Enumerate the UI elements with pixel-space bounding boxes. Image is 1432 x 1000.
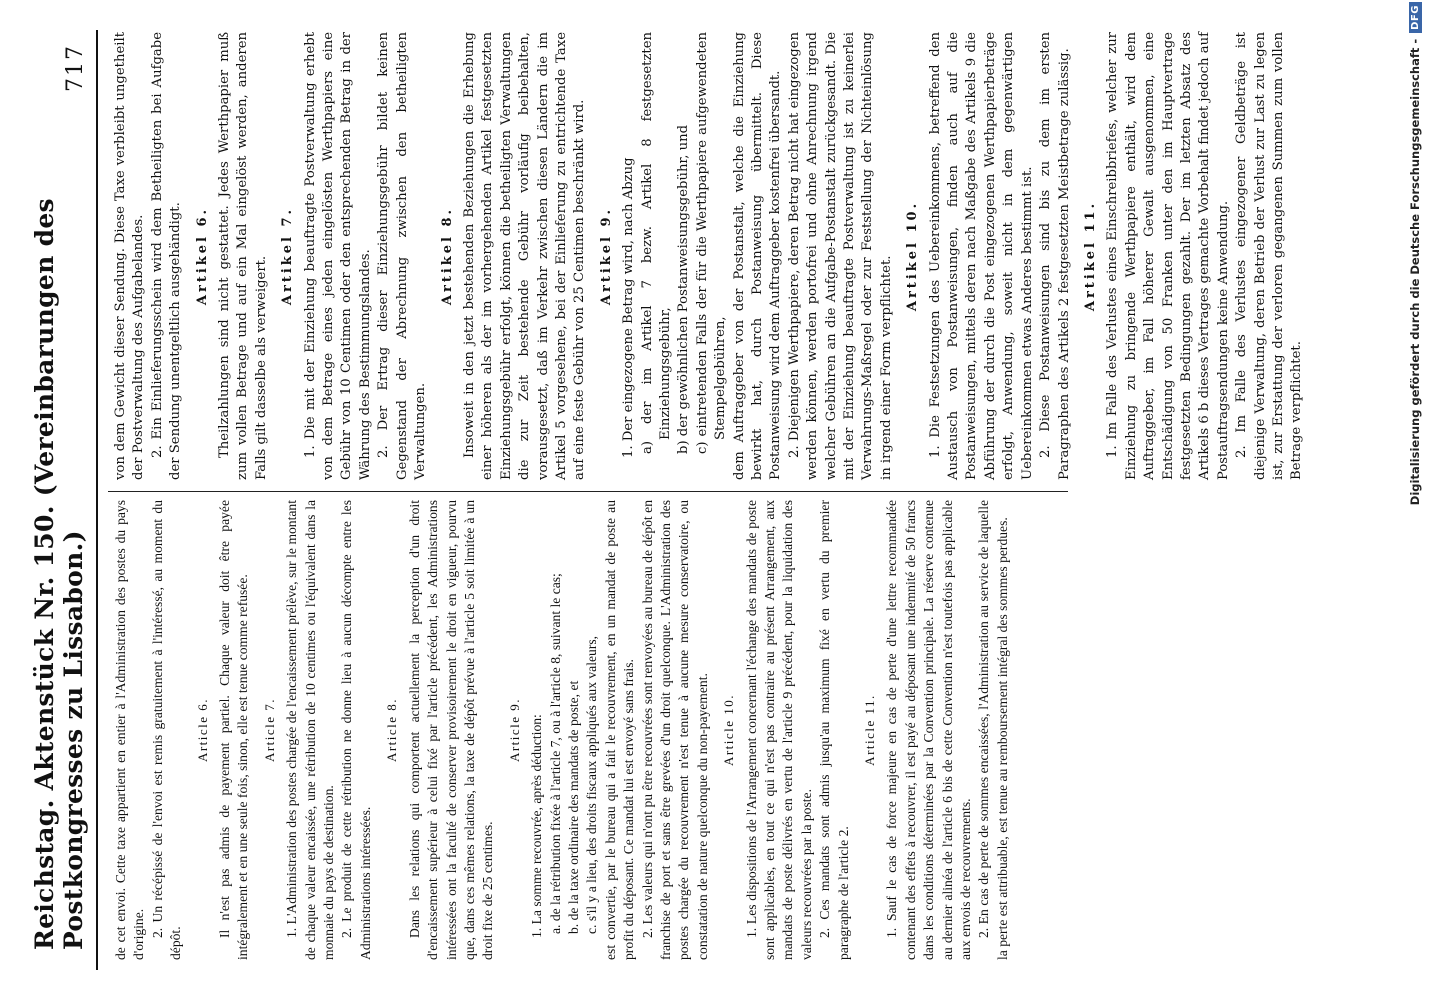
de-article-10-p1: 1. Die Festsetzungen des Uebereinkommens, betreffend den Austausch von Postanweisungen, finden auch auf die Postanweisungen, mittels deren nach Maßgabe des Artikels 9 die Abführung der durch die Post eingezogenen Werthpapierbeträge erfolgt, Anwendung, soweit nicht in dem gegenwärtigen Uebereinkommen etwas Anderes bestimmt ist.	[927, 32, 1035, 480]
fr-article-7-p2: 2. Le produit de cette rétribution ne donne lieu à aucun décompte entre les Administrations intéressées.	[339, 500, 373, 960]
de-article-6-text: Theilzahlungen sind nicht gestattet. Jedes Werthpapier muß zum vollen Betrage und auf ein Mal eingelöst werden, anderen Falls gilt dasselbe als verweigert.	[217, 32, 269, 480]
de-article-9-item-b: b) der gewöhnlichen Postanweisungsgebühr, und	[676, 124, 692, 454]
de-intro-2: 2. Ein Einlieferungsschein wird dem Betheiligten bei Aufgabe der Sendung unentgeltlich ausgehändigt.	[149, 32, 184, 480]
page-number: 717	[63, 44, 88, 92]
fr-article-9-item-c: c. s'il y a lieu, des droits fiscaux appliqués aux valeurs,	[584, 635, 600, 934]
fr-article-9-p2: 2. Les valeurs qui n'ont pu être recouvrées sont renvoyées au bureau de dépôt en franchise de port et sans être grevées d'un droit quelconque. L'Administration des postes chargée du recouvrement n'est tenue à aucune mesure conservatoire, ou constatation de nature quelconque du non-payement.	[639, 500, 710, 960]
fr-article-8-text: Dans les relations qui comportent actuellement la perception d'un droit d'encaissement supérieur à celui fixé par l'article précédent, les Administrations intéressées ont la faculté de conserver provisoirement le droit en vigueur, pourvu que, dans ces mêmes relations, la taxe de dépôt prévue à l'article 5 soit limitée à un droit fixe de 25 centimes.	[406, 500, 496, 960]
de-intro-1: von dem Gewicht dieser Sendung. Diese Taxe verbleibt ungetheilt der Postverwaltung des Aufgabelandes.	[113, 32, 147, 480]
de-article-9-item-c: c) eintretenden Falls der für die Werthpapiere aufgewendeten Stempelgebühren,	[694, 32, 729, 454]
de-article-11-p2: 2. Im Falle des Verlustes eingezogener Geldbeträge ist diejenige Verwaltung, deren Betrieb der Verlust zur Last zu legen ist, zur Erstattung der verloren gegangenen Summen zum vollen Betrage verpflichtet.	[1234, 32, 1305, 480]
de-article-9-lead: 1. Der eingezogene Betrag wird, nach Abzug	[621, 157, 637, 458]
fr-article-9-p1: est convertie, par le bureau qui a fait le recouvrement, en un mandat de poste au profit du déposant. Ce mandat lui est envoyé sans frais.	[602, 500, 637, 960]
column-divider	[108, 491, 1068, 492]
fr-article-9-item-b: b. de la taxe ordinaire des mandats de poste, et	[565, 680, 581, 934]
page-header	[30, 30, 98, 970]
fr-intro-2: 2. Un récépissé de l'envoi est remis gratuitement à l'intéressé, au moment du dépôt.	[149, 500, 184, 960]
fr-article-10-p2: 2. Ces mandats sont admis jusqu'au maximum fixé en vertu du premier paragraphe de l'article 2.	[817, 500, 851, 960]
fr-article-7-title: Article 7.	[261, 697, 277, 763]
fr-article-6-title: Article 6.	[194, 697, 210, 763]
fr-article-10-p1: 1. Les dispositions de l'Arrangement concernant l'échange des mandats de poste sont applicables, en tout ce qui n'est pas contraire au présent Arrangement, aux mandats de poste délivrés en vertu de l'article 9 précédent, pour la liquidation des valeurs recouvrées par la poste.	[743, 500, 814, 960]
de-article-8-text: Insoweit in den jetzt bestehenden Beziehungen die Erhebung einer höheren als der im vorhergehenden Artikel festgesetzten Einziehungsgebühr erfolgt, können die betheiligten Verwaltungen die zur Zeit bestehende Gebühr vorläufig beibehalten, vorausgesetzt, daß im Verkehr zwischen diesen Ländern die im Artikel 5 vorgesehene, bei der Einlieferung zu entrichtende Taxe auf eine feste Gebühr von 25 Centimen beschränkt wird.	[461, 32, 588, 480]
de-article-9-p2: 2. Diejenigen Werthpapiere, deren Betrag nicht hat eingezogen werden können, werden portofrei und ohne Anrechnung irgend welcher Gebühren an die Aufgabe-Postanstalt zurückgesandt. Die mit der Einziehung beauftragte Postverwaltung ist zu keinerlei Verwahrungs-Maßregel oder zur Feststellung der Nichteinlösung in irgend einer Form verpflichtet.	[786, 32, 894, 480]
dfg-logo: DFG	[1409, 2, 1422, 33]
de-article-11-title: Artikel 11.	[1082, 200, 1098, 312]
digitization-credit	[1404, 2, 1426, 992]
de-article-6-title: Artikel 6.	[194, 206, 210, 306]
french-column	[112, 500, 1012, 960]
de-article-9-title: Artikel 9.	[598, 206, 614, 306]
de-article-10-title: Artikel 10.	[905, 200, 921, 312]
fr-article-8-title: Article 8.	[384, 697, 400, 763]
de-article-7-p1: 1. Die mit der Einziehung beauftragte Postverwaltung erhebt von dem Betrage eines jeden eingelösten Werthpapiers eine Gebühr von 10 Centimen oder den entsprechenden Betrag in der Währung des Bestimmungslandes.	[302, 32, 373, 480]
fr-article-7-p1: 1. L'Administration des postes chargée de l'encaissement prélève, sur le montant de chaque valeur encaissée, une rétribution de 10 centimes ou l'équivalent dans la monnaie du pays de destination.	[284, 500, 337, 960]
fr-article-9-title: Article 9.	[506, 697, 522, 763]
fr-article-9-item-a: a. de la rétribution fixée à l'article 7, ou à l'article 8, suivant le cas;	[547, 573, 563, 934]
fr-article-11-p1: 1. Sauf le cas de force majeure en cas de perte d'une lettre recommandée contenant des effets à recouvrer, il est payé au déposant une indemnité de 50 francs dans les conditions déterminées par la Convention principale. La réserve contenue au dernier alinéa de l'article 6 bis de cette Convention n'est toutefois pas applicable aux envois de recouvrements.	[884, 500, 974, 960]
fr-article-11-p2: 2. En cas de perte de sommes encaissées, l'Administration au service de laquelle la perte est attribuable, est tenue au remboursement intégral des sommes perdues.	[976, 500, 1010, 960]
de-article-8-title: Artikel 8.	[439, 206, 455, 306]
de-article-7-p2: 2. Der Ertrag dieser Einziehungsgebühr bildet keinen Gegenstand der Abrechnung zwischen den betheiligten Verwaltungen.	[376, 32, 429, 480]
fr-article-10-title: Article 10.	[721, 693, 737, 767]
de-article-11-p1: 1. Im Falle des Verlustes eines Einschreibbriefes, welcher zur Einziehung zu bringende Werthpapiere enthält, wird dem Auftraggeber, im Fall höherer Gewalt ausgenommen, eine Entschädigung von 50 Franken unter den im Hauptvertrage festgesetzten Bedingungen gezahlt. Der im letzten Absatz des Artikels 6 b dieses Vertrages gemachte Vorbehalt findet jedoch auf Postauftragsendungen keine Anwendung.	[1105, 32, 1231, 480]
fr-article-6-text: Il n'est pas admis de payement partiel. Chaque valeur doit être payée intégralement et en une seule fois, sinon, elle est tenue comme refusée.	[217, 500, 251, 960]
fr-article-11-title: Article 11.	[862, 694, 878, 766]
de-article-9-p1: dem Auftraggeber von der Postanstalt, welche die Einziehung bewirkt hat, durch Postanweisung übermittelt. Diese Postanweisung wird dem Auftraggeber kostenfrei übersandt.	[731, 32, 784, 480]
fr-article-9-lead: 1. La somme recouvrée, après déduction:	[529, 714, 545, 938]
running-head: Reichstag. Aktenstück Nr. 150. (Vereinbarungen des Postkongresses zu Lissabon.)	[30, 198, 88, 950]
de-article-7-title: Artikel 7.	[280, 206, 296, 306]
fr-intro-1: de cet envoi. Cette taxe appartient en entier à l'Administration des postes du pays d'origine.	[113, 500, 147, 960]
german-column	[112, 32, 1307, 480]
de-article-10-p2: 2. Diese Postanweisungen sind bis zu dem im ersten Paragraphen des Artikels 2 festgesetzten Meistbetrage zulässig.	[1038, 32, 1072, 480]
credit-text: Digitalisierung gefördert durch die Deutsche Forschungsgemeinschaft -	[1408, 38, 1422, 506]
de-article-9-item-a: a) der im Artikel 7 bezw. Artikel 8 festgesetzten Einziehungsgebühr,	[639, 32, 673, 454]
